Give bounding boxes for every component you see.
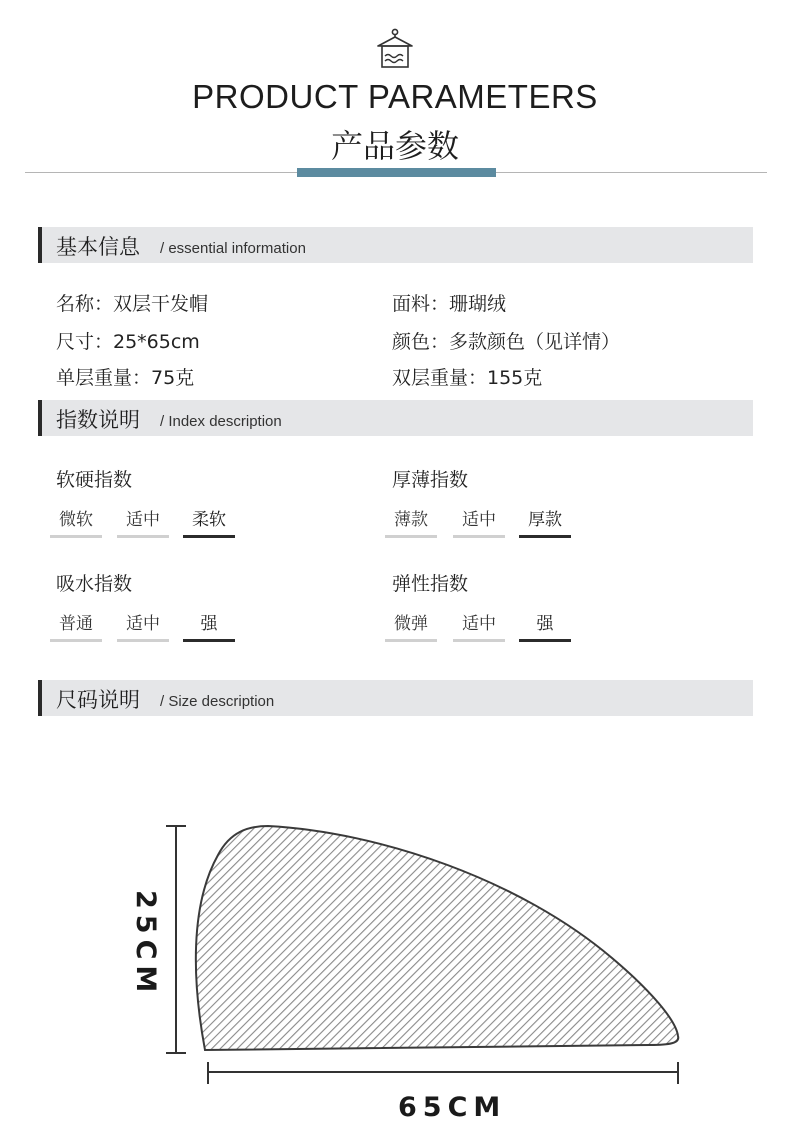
index-option: 薄款 xyxy=(385,505,437,538)
index-option: 适中 xyxy=(117,505,169,538)
section-title-en: / Size description xyxy=(160,693,275,710)
info-name: 名称：双层干发帽 xyxy=(56,293,209,315)
index-absorbency-title: 吸水指数 xyxy=(56,573,133,595)
section-title-cn: 尺码说明 xyxy=(56,688,140,712)
index-option-selected: 厚款 xyxy=(519,505,571,538)
info-color: 颜色：多款颜色（见详情） xyxy=(392,331,621,353)
index-elasticity-title: 弹性指数 xyxy=(392,573,469,595)
section-marker xyxy=(38,227,42,263)
section-title-cn: 指数说明 xyxy=(56,408,140,432)
index-option: 适中 xyxy=(117,609,169,642)
width-dimension-line xyxy=(208,1062,678,1084)
index-option-selected: 强 xyxy=(519,609,571,642)
index-option: 适中 xyxy=(453,505,505,538)
index-option-selected: 柔软 xyxy=(183,505,235,538)
size-diagram xyxy=(0,810,790,1130)
width-label: 65CM xyxy=(398,1092,507,1123)
info-fabric: 面料：珊瑚绒 xyxy=(392,293,507,315)
section-title-en: / Index description xyxy=(160,413,282,430)
section-title-cn: 基本信息 xyxy=(56,235,140,259)
info-double-weight: 双层重量：155克 xyxy=(392,367,543,389)
height-label: 25CM xyxy=(130,890,161,999)
section-title-en: / essential information xyxy=(160,240,306,257)
header-accent-bar xyxy=(297,168,496,177)
towel-cap-shape xyxy=(196,826,678,1050)
section-header-index xyxy=(38,400,753,436)
section-header-basic xyxy=(38,227,753,263)
section-header-size xyxy=(38,680,753,716)
page-title-en: PRODUCT PARAMETERS xyxy=(192,78,598,115)
page-title-cn: 产品参数 xyxy=(330,127,459,165)
index-option: 普通 xyxy=(50,609,102,642)
index-option-selected: 强 xyxy=(183,609,235,642)
index-option: 微软 xyxy=(50,505,102,538)
index-option: 微弹 xyxy=(385,609,437,642)
hanger-towel-icon xyxy=(375,28,415,72)
info-single-weight: 单层重量：75克 xyxy=(56,367,195,389)
info-size: 尺寸：25*65cm xyxy=(56,331,200,353)
height-dimension-line xyxy=(166,826,186,1053)
section-marker xyxy=(38,400,42,436)
index-thickness-title: 厚薄指数 xyxy=(392,469,469,491)
section-marker xyxy=(38,680,42,716)
index-softness-title: 软硬指数 xyxy=(56,469,133,491)
index-option: 适中 xyxy=(453,609,505,642)
